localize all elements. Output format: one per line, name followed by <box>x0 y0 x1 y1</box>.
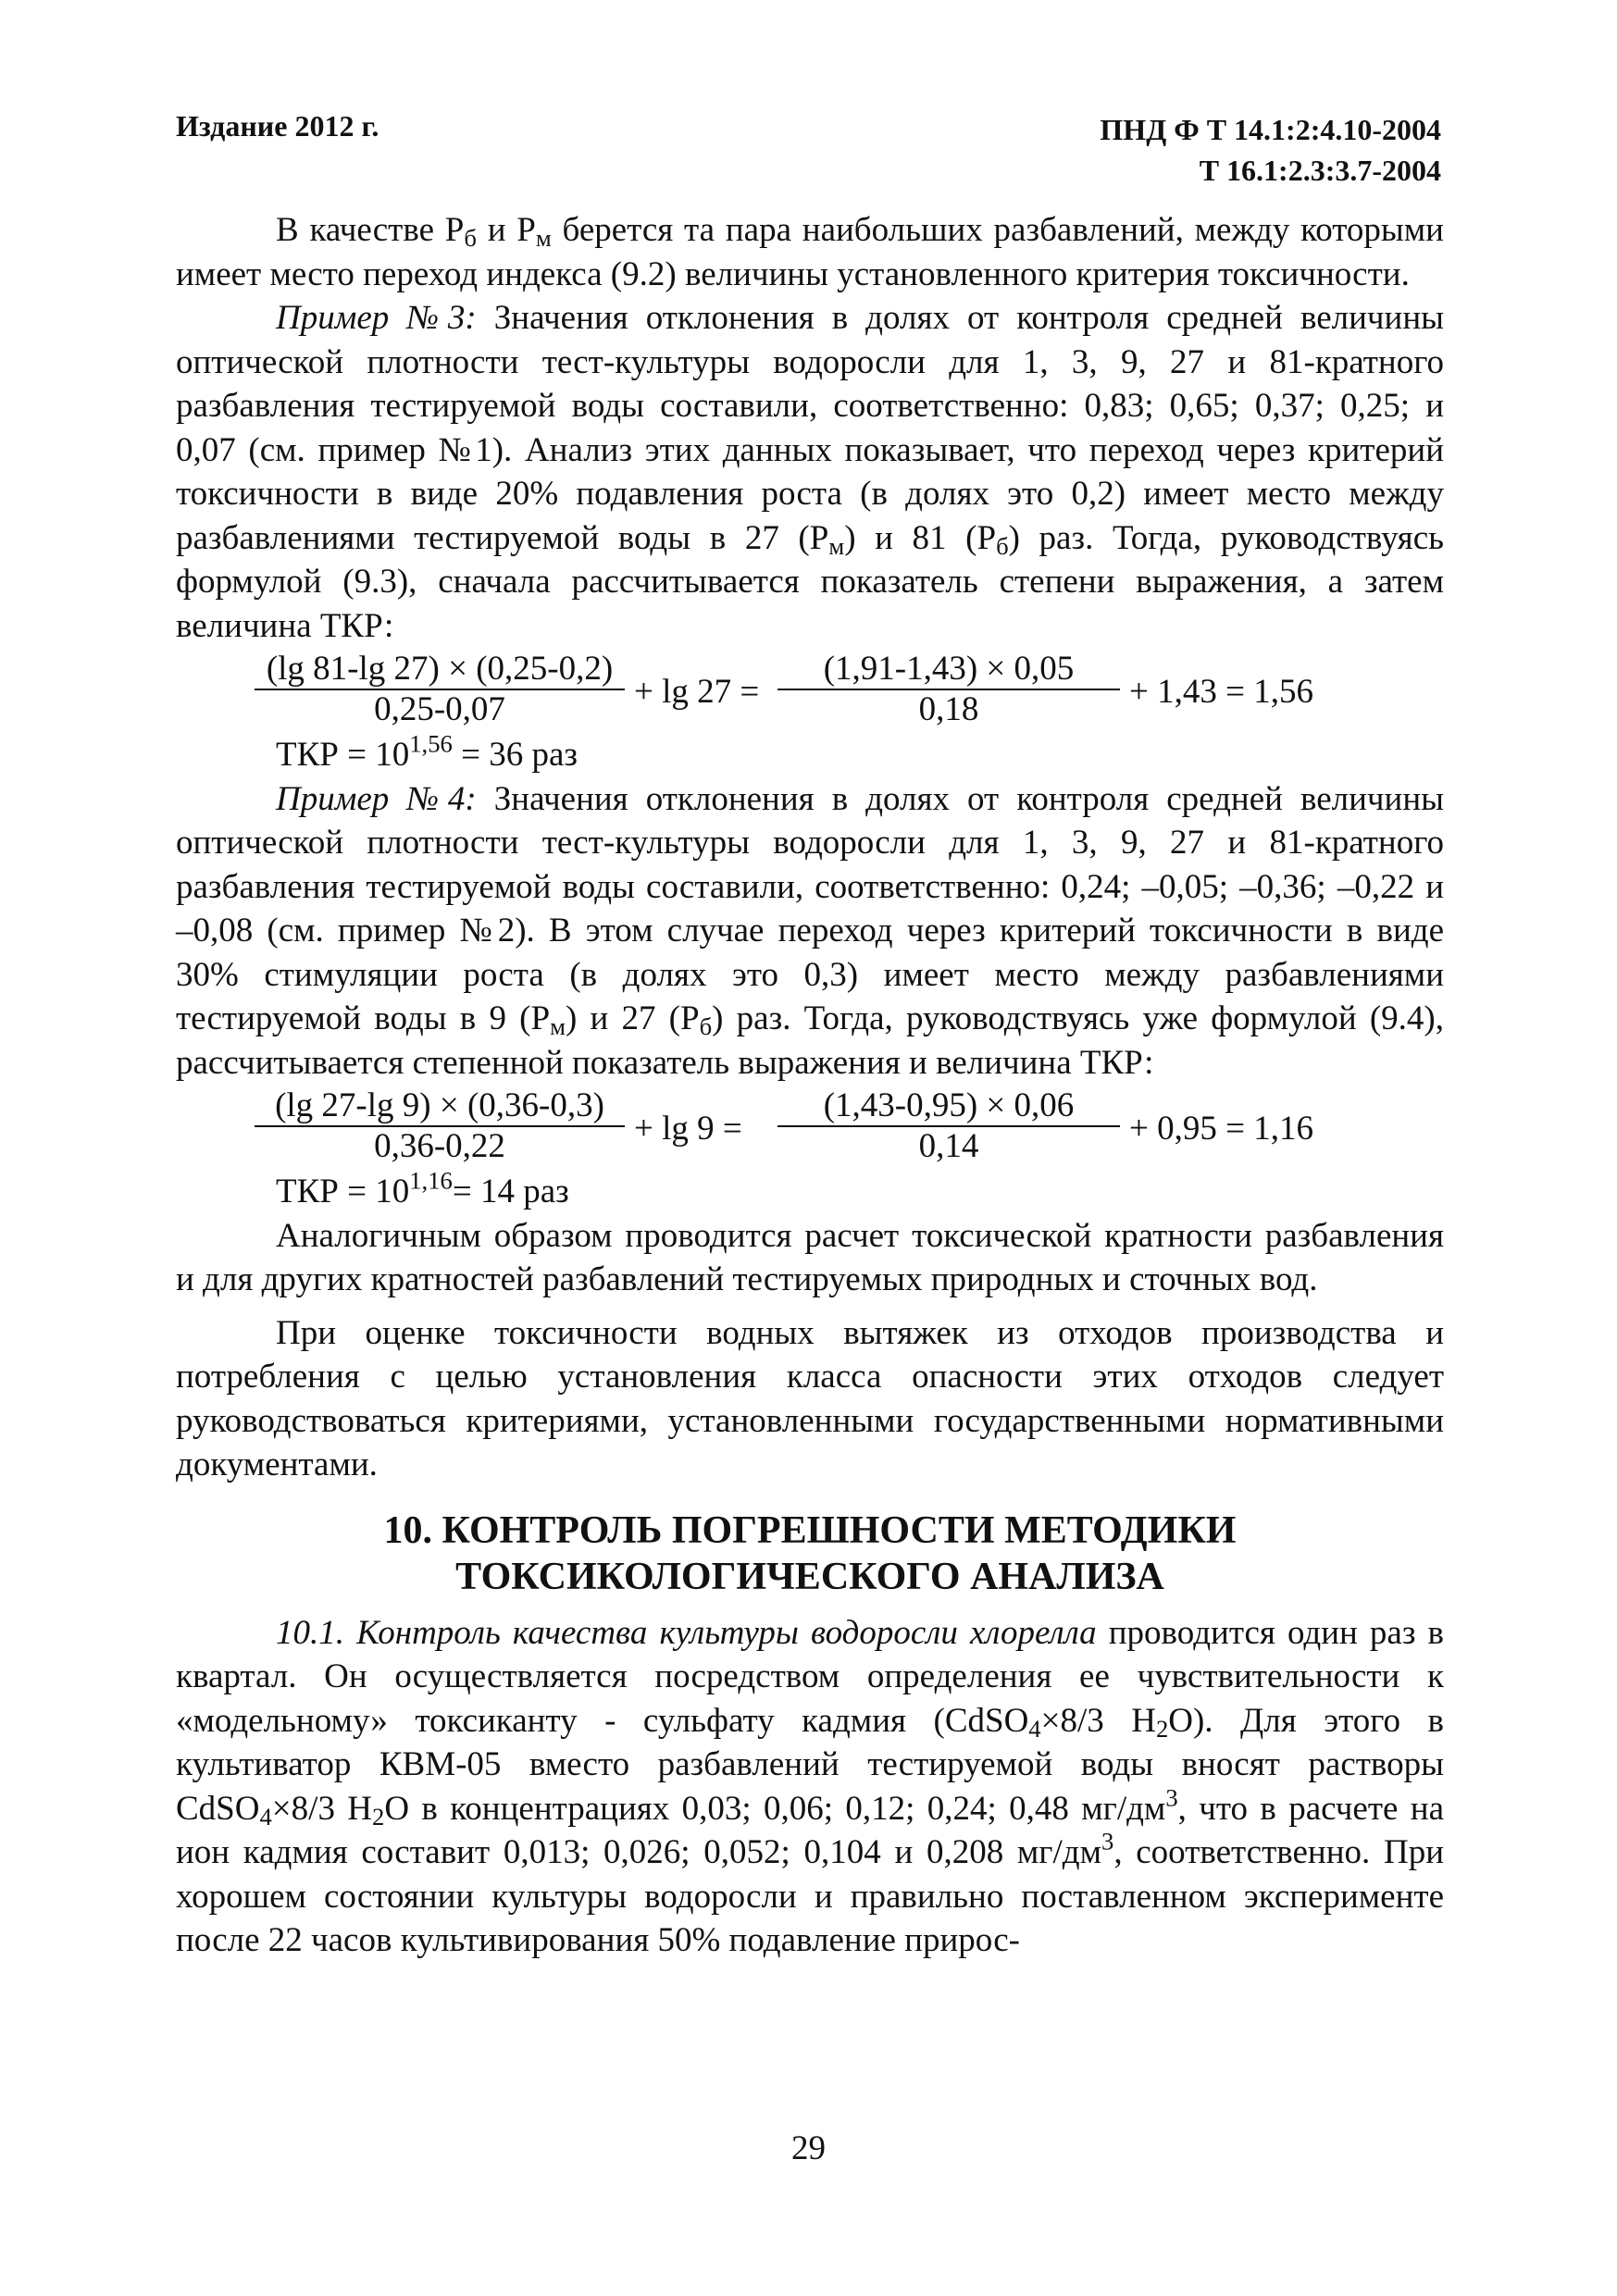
section-10-1-lead: 10.1. Контроль качества культуры водоросли хлорелла <box>276 1613 1097 1652</box>
formula-result: + 1,43 = 1,56 <box>1129 673 1313 711</box>
formula-fraction: $\frac{(\lg 27-\lg 9) \times (0,36-0,3)}{0,36-0,22}$ <box>255 1086 625 1166</box>
example4-formula <box>176 1086 1444 1170</box>
formula-operator: + lg 9 = <box>634 1110 742 1148</box>
intro-paragraph: В качестве $Р_б$ и $Р_м$ берется та пара наибольших разбавлений, между которыми имеет место переход индекса (9.2) величины установленного критерия токсичности. <box>176 211 1444 293</box>
document-code <box>1100 109 1441 191</box>
formula-fraction: $\frac{(\lg 81-\lg 27) \times (0,25-0,2)}{0,25-0,07}$ <box>255 650 625 729</box>
example3-paragraph: Пример №3: Значения отклонения в долях от контроля средней величины оптической плотности тест-культуры водоросли для 1, 3, 9, 27 и 81-кратного разбавления тестируемой воды составили, соответственно: 0,83; 0,65; 0,37; 0,25; и 0,07 (см. пример №1). Анализ этих данных показывает, что переход через критерий токсичности в виде 20% подавления роста (в долях это 0,2) имеет место между разбавлениями тестируемой воды в 27 $(Р_м)$ и 81 $(Р_б)$ раз. Тогда, руководствуясь формулой (9.3), сначала рассчитывается показатель степени выражения, а затем величина ТКР: <box>176 299 1445 645</box>
document-code-line2: Т 16.1:2.3:3.7-2004 <box>1199 154 1441 187</box>
example3-lead: Пример №3: <box>276 299 477 337</box>
example3-tkr: ТКР = $10^{1,56} = 36$ раз <box>276 729 578 774</box>
formula-fraction: $\frac{(1,43-0,95) \times 0,06}{0,14}$ <box>777 1086 1120 1166</box>
page-body <box>176 208 1444 1963</box>
example4-lead: Пример №4: <box>276 779 477 818</box>
document-code-line1: ПНД Ф Т 14.1:2:4.10-2004 <box>1100 113 1441 146</box>
section-10-heading: 10. КОНТРОЛЬ ПОГРЕШНОСТИ МЕТОДИКИ ТОКСИКОЛОГИЧЕСКОГО АНАЛИЗА <box>383 1508 1237 1598</box>
section-10-1-paragraph: 10.1. Контроль качества культуры водоросли хлорелла проводится один раз в квартал. Он осуществляется посредством определения ее чувствительности к «модельному» токсиканту - сульфату кадмия (CdSO$_4$×8/3 $H_2O$). Для этого в культиватор КВМ-05 вместо разбавлений тестируемой воды вносят растворы CdSO$_4$×8/3 $H_2O$ в концентрациях 0,03; 0,06; 0,12; 0,24; 0,48 $мг/дм^3$, что в расчете на ион кадмия составит 0,013; 0,026; 0,052; 0,104 и 0,208 $мг/дм^3$, соответственно. При хорошем состоянии культуры водоросли и правильно поставленном эксперименте после 22 часов культивирования 50% подавление прирос- <box>176 1613 1444 1959</box>
formula-result: + 0,95 = 1,16 <box>1129 1110 1313 1148</box>
waste-paragraph: При оценке токсичности водных вытяжек из отходов производства и потребления с целью установления класса опасности этих отходов следует руководствоваться критериями, установленными государственными нормативными документами. <box>176 1313 1444 1483</box>
similar-paragraph: Аналогичным образом проводится расчет токсической кратности разбавления и для других кратностей разбавлений тестируемых природных и сточных вод. <box>176 1216 1444 1298</box>
example4-paragraph: Пример №4: Значения отклонения в долях от контроля средней величины оптической плотности тест-культуры водоросли для 1, 3, 9, 27 и 81-кратного разбавления тестируемой воды составили, соответственно: 0,24; –0,05; –0,36; –0,22 и –0,08 (см. пример №2). В этом случае переход через критерий токсичности в виде 30% стимуляции роста (в долях это 0,3) имеет место между разбавлениями тестируемой воды в 9 $(Р_м)$ и 27 $(Р_б)$ раз. Тогда, руководствуясь уже формулой (9.4), рассчитывается степенной показатель выражения и величина ТКР: <box>176 779 1445 1082</box>
edition-label: Издание 2012 г. <box>176 109 379 143</box>
page-number: 29 <box>791 2129 826 2167</box>
formula-fraction: $\frac{(1,91-1,43) \times 0,05}{0,18}$ <box>777 650 1120 729</box>
example4-tkr: ТКР = $10^{1,16}= 14$ раз <box>276 1166 569 1210</box>
example3-formula <box>176 650 1444 733</box>
formula-operator: + lg 27 = <box>634 673 760 711</box>
